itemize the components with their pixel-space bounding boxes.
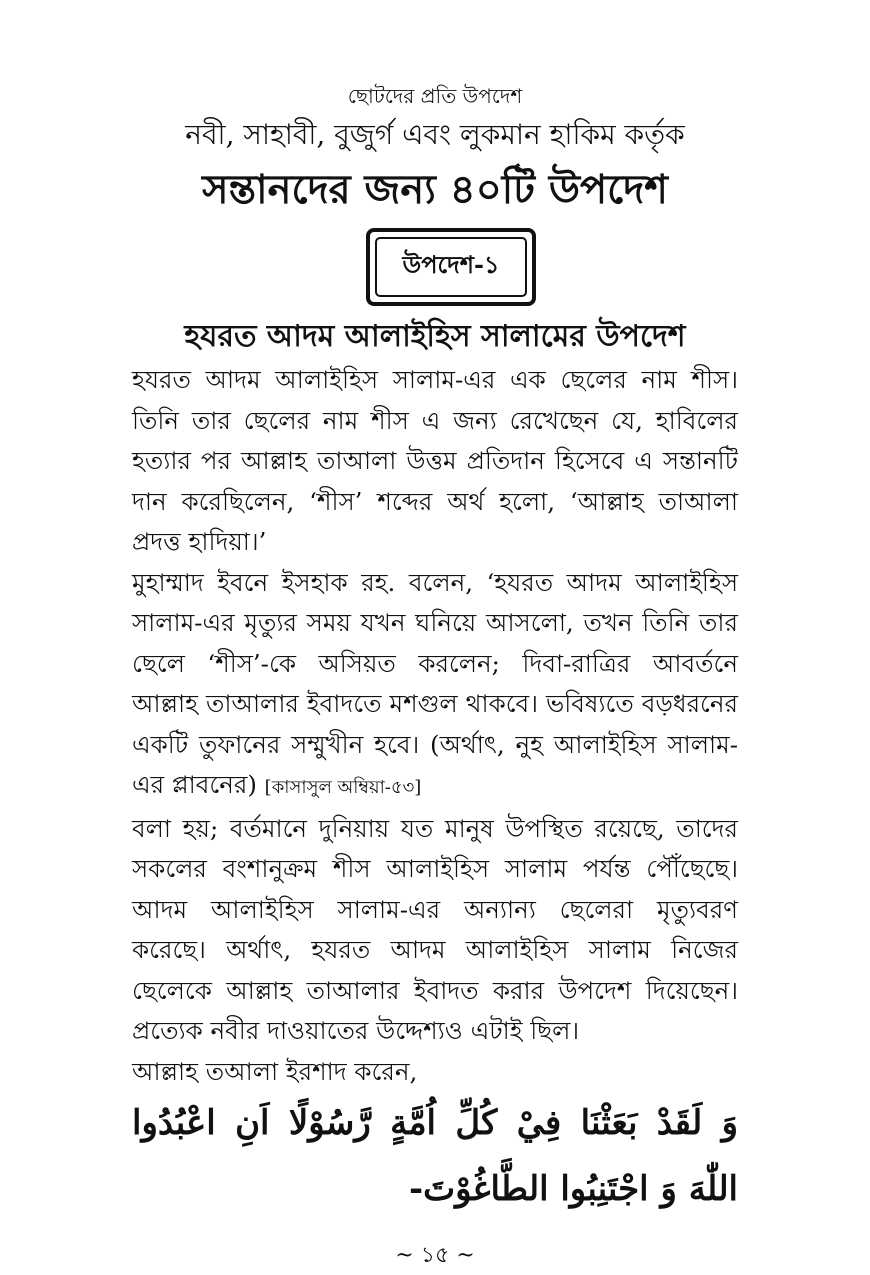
paragraph-2-text: মুহাম্মাদ ইবনে ইসহাক রহ. বলেন, ‘হযরত আদম আলাইহিস সালাম-এর মৃত্যুর সময় যখন ঘনিয়ে আসলো, তখন তিনি তার ছেলে ‘শীস’-কে অসিয়ত করলেন; দিবা-রাত্রির আবর্তনে আল্লাহ তাআলার ইবাদতে মশগুল থাকবে। ভবিষ্যতে বড়ধরনের একটি তুফানের সম্মুখীন হবে। (অর্থাৎ, নুহ আলাইহিস সালাম-এর প্লাবনের) <box>132 567 738 799</box>
paragraph-2 <box>132 563 738 809</box>
citation: [কাসাসুল অম্বিয়া-৫৩] <box>264 777 422 798</box>
paragraph-3: বলা হয়; বর্তমানে দুনিয়ায় যত মানুষ উপস্থিত রয়েছে, তাদের সকলের বংশানুক্রম শীস আলাইহিস সালাম পর্যন্ত পৌঁছেছে। আদম আলাইহিস সালাম-এর অন্যান্য ছেলেরা মৃত্যুবরণ করেছে। অর্থাৎ, হযরত আদম আলাইহিস সালাম নিজের ছেলেকে আল্লাহ তাআলার ইবাদত করার উপদেশ দিয়েছেন। প্রত্যেক নবীর দাওয়াতের উদ্দেশ্যও এটাই ছিল। <box>132 813 738 1045</box>
series-kicker: ছোটদের প্রতি উপদেশ <box>347 84 523 108</box>
book-subtitle: নবী, সাহাবী, বুজুর্গ এবং লুকমান হাকিম কর্তৃক <box>185 118 685 151</box>
section-number-frame <box>366 228 536 306</box>
page-number: ~ ১৫ ~ <box>395 1243 475 1268</box>
paragraph-4: আল্লাহ তআলা ইরশাদ করেন, <box>132 1056 418 1086</box>
section-heading: হযরত আদম আলাইহিস সালামের উপদেশ <box>184 319 686 354</box>
book-title: সন্তানদের জন্য ৪০টি উপদেশ <box>202 166 668 213</box>
paragraph-1: হযরত আদম আলাইহিস সালাম-এর এক ছেলের নাম শীস। তিনি তার ছেলের নাম শীস এ জন্য রেখেছেন যে, হাবিলের হত্যার পর আল্লাহ তাআলা উত্তম প্রতিদান হিসেবে এ সন্তানটি দান করেছিলেন, ‘শীস’ শব্দের অর্থ হলো, ‘আল্লাহ তাআলা প্রদত্ত হাদিয়া।’ <box>132 365 738 556</box>
body-text <box>132 360 738 1092</box>
arabic-verse: وَ لَقَدْ بَعَثْنَا فِيْ كُلِّ اُمَّةٍ رَّسُوْلًا اَنِ اعْبُدُوا اللّٰهَ وَ اجْتَنِبُوا الطَّاغُوْتَ- <box>132 1103 738 1209</box>
section-number-label: উপদেশ-১ <box>375 237 527 297</box>
